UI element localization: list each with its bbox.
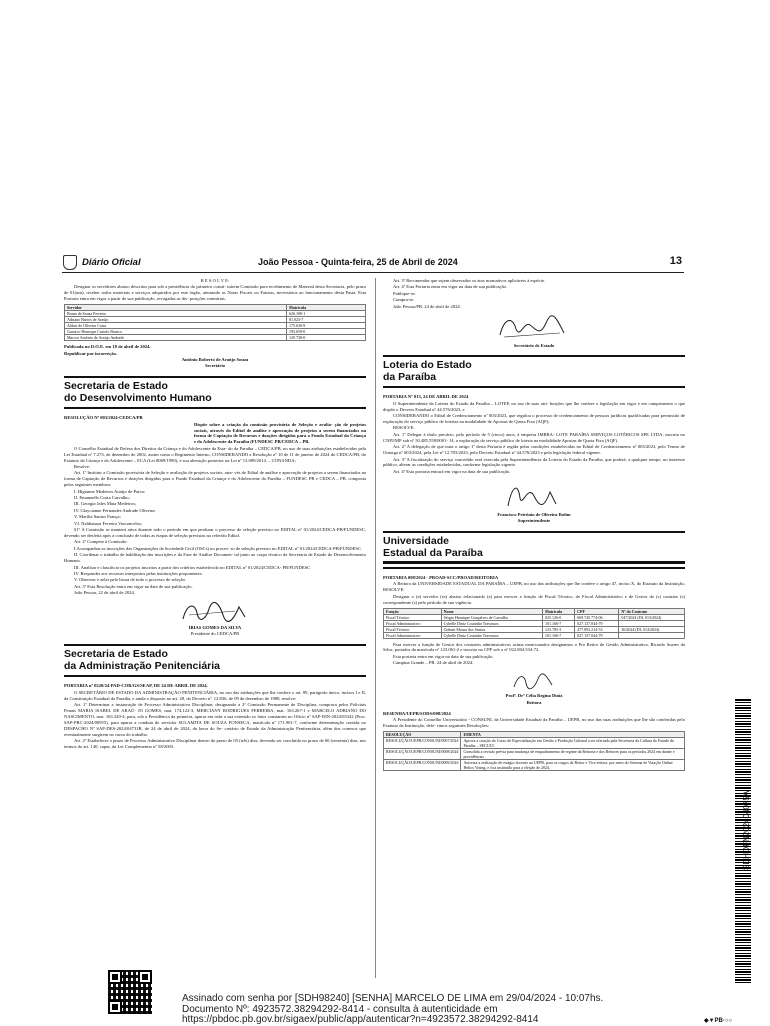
table-cell: 123.785-3 bbox=[542, 626, 574, 632]
table-cell: 626.180-1 bbox=[286, 311, 365, 317]
authentication-link[interactable]: https://pbdoc.pb.gov.br/sigaex/public/app/autenticar?n=4923572.38294292-8414 bbox=[182, 1014, 539, 1025]
table-cell: Fiscal Administrativo bbox=[384, 632, 442, 638]
section-header bbox=[64, 644, 366, 677]
document-number-line: Documento Nº: 4923572.38294292-8414 - consulta à autenticidade em bbox=[182, 1003, 498, 1015]
signatory-name: IBIAS GOMES DA SILVA bbox=[188, 625, 242, 631]
paragraph: Art. 3º Recomendar que sejam observados os atos normativos aplicáveis à espécie. bbox=[393, 278, 546, 283]
table-cell: Fiscal Técnico bbox=[384, 626, 442, 632]
document-code: SDHOFN202404075A bbox=[742, 790, 751, 870]
qr-code-icon[interactable] bbox=[108, 970, 152, 1014]
table-row bbox=[384, 748, 685, 759]
paragraph: §1º A Comissão se manterá ativa durante todo o período em que perdurar o processo de seleção previsto no EDITAL nº 01/2024/CEDCA-PB/FUNDESC, devendo ser desfeita após a conclusão de todas as etapas de seleção previstas no referido Edital. bbox=[64, 527, 366, 538]
publication-note: Publicada no D.O.E. em 18 de abril de 2024. bbox=[64, 344, 151, 350]
servers-table bbox=[64, 304, 366, 341]
list-item: II. Emanuelle Costa Carvalho; bbox=[74, 495, 130, 501]
gazette-title: Diário Oficial bbox=[82, 257, 141, 268]
table-cell: 101.166-7 bbox=[542, 620, 574, 626]
table-cell: 193.659-0 bbox=[286, 329, 365, 335]
table-cell: Aprova a criação do Curso de Especialização em Gestão e Produção Cultural a ser ofertado pela Secretaria da Cultura do Estado da Paraíba – SECULT. bbox=[461, 737, 685, 748]
qr-finder bbox=[108, 1000, 122, 1014]
table-row bbox=[384, 632, 685, 638]
table-cell: 025.126-0 bbox=[542, 614, 574, 620]
paragraph: Art. 2º Compete à Comissão: bbox=[74, 539, 128, 545]
section-title: Estadual da Paraíba bbox=[383, 547, 483, 560]
paragraph: O Superintendente da Loteria do Estado da Paraíba – LOTEP, no uso de suas atri- buições que lhe confere a legislação em vigor e em cumprimento o que dispõe o Decreto Estadual nº 44.576/2023, e bbox=[383, 400, 685, 412]
paragraph: Art. 3º A fiscalização do serviço concedido será exercida pela Superintendência da Loteria do Estado da Paraíba, que poderá, a qualquer tempo, no interesse público, alterar as condições estabelecidas, conforme legislação vigente. bbox=[383, 456, 685, 468]
section-title: da Paraíba bbox=[383, 371, 437, 384]
resolutions-table bbox=[383, 731, 685, 771]
paragraph: Art. 1º Determinar a instauração de Processo Administrativo Disciplinar, designando a 2ª Comissão Permanente de Disciplina, composta pelos Policiais Penais MARIA ISABEL DE ARAÚ- JO GOMES, mat. 174.122-3, MERCIANY RODRIGUES FERREIRA, mat. 163.267-1 e MARCELO ADRIANO DO NASCIMENTO, mat. 163.320-4, para, sob a Presidência da primeira, apurar em toda a sua extensão os fatos constantes no Ofício nº SAP-DIN-2024/03342 (Proc. SAP-PRC-2024/00955), para apurar a conduta do servidor SULAMITA DE SOUZA FONSECA, matrícula nº 171.901-7, conforme determinação contida no DESPACHO Nº SAP-DES-2024/04731B, de 24 de abril de 2024, da lavra do Se- cretário de Estado da Administração Penitenciária, além dos conexos que eventualmente surgirem no curso do trabalho. bbox=[64, 702, 366, 737]
paragraph: O Conselho Estadual de Defesa dos Direitos da Criança e do Adolescente da Esta- do da Paraíba – CEDCA/PB, no uso de suas atribuições estabelecidas pela Lei Estadual nº 7.273, de dezembro de 2002, assim como o Regimento Interno, CONSIDERANDO a Resolução nº 10 de 11 de janeiro de 2024 do CEDCA/PB, do Estatuto da Criança e do Adolescente – ECA (Lei 8069/1990), e sua alteração posterior na Lei nº 13.089/2014. – CONANDA; bbox=[64, 445, 366, 463]
signatory-name: Francisco Petrônio de Oliveira Rolim bbox=[497, 511, 571, 517]
paragraph: O SECRETÁRIO DE ESTADO DA ADMINISTRAÇÃO PENITENCIÁRIA, no uso das atribuições que lhe confere o art. 89, parágrafo único, incisos I e II, da Constituição Estadual da Paraíba, e ainda o disposto no art. 28, do Decreto nº. 12.836, de 09 de dezembro de 1988, resolve: bbox=[64, 689, 366, 701]
table-row bbox=[384, 737, 685, 748]
state-crest-icon bbox=[63, 255, 77, 270]
table-header: Matrícula bbox=[286, 305, 365, 311]
table-cell: Fiscal Técnico bbox=[384, 614, 442, 620]
table-cell: Adriano Barros de Araújo bbox=[65, 317, 287, 323]
document-title: PORTARIA nº 0220/24-PAD-COR/GS/SEAP, DE 24 DE ABRIL DE 2024. bbox=[64, 683, 208, 689]
paragraph: Cumpra-se. bbox=[393, 297, 415, 303]
table-cell: 129.738-0 bbox=[286, 335, 365, 341]
section-title: do Desenvolvimento Humano bbox=[64, 392, 212, 405]
table-cell: Sérgio Henrique Gonçalves de Carvalho bbox=[441, 614, 542, 620]
table-header: Servidor bbox=[65, 305, 287, 311]
place-date: João Pessoa, 22 de abril de 2024. bbox=[74, 590, 135, 596]
list-item: I.Acompanhar as inscrições das Organizações da Sociedade Civil (OSCs) no proces- so de seleção previsto no EDITAL nº 01/2024/CEDCA-PB/FUNDESC. bbox=[74, 545, 363, 551]
gazette-page bbox=[62, 252, 684, 980]
table-cell: 477.893.214-53 bbox=[575, 626, 619, 632]
table-cell bbox=[619, 632, 685, 638]
table-cell: Marcos Antônio de Araújo Andrade bbox=[65, 335, 287, 341]
section-title: Secretaria de Estado bbox=[64, 380, 168, 393]
ementa: Dispõe sobre a criação da comissão provisória de Seleção e avalia- ção de projetos sociais, através do Edital de análise e aprovação de projetos a serem financiados na forma de Captação de Recursos e doações dirigidas para o Fundo Estadual da Criança e do Adolescente da Paraíba (FUNDESC PB/CEDCA – PB. bbox=[194, 421, 366, 445]
resolve-heading: R E S O L V E: bbox=[200, 278, 230, 283]
paragraph: Art. 4º Esta portaria entrará em vigor na data de sua publicação. bbox=[393, 468, 511, 474]
signatory-role: Superintendente bbox=[517, 518, 551, 524]
paragraph: A Presidente do Conselho Universitário - CONSUNI, da Universidade Estadual da Paraíba – UEPB, no uso das suas atribuições que lhe são conferidas pelo Estatuto da Instituição, defe- rimos seguintes Resoluções: bbox=[383, 716, 685, 728]
table-header: RESOLUÇÃO bbox=[384, 731, 461, 737]
signatory-role: Reitora bbox=[526, 699, 542, 705]
paragraph: Para exercer a função de Gestor dos contratos administrativos acima mencionados designamos o Pró Reitor de Gestão Administrativa, Ricardo Soares da Silva, portador da matrícula nº 123.061-2 e inscrito no CPF sob o nº 022.804.534-72. bbox=[383, 641, 685, 653]
paragraph: A Reitora da UNIVERSIDADE ESTADUAL DA PARAÍBA – UEPB, no uso das atribuições que lhe confere o artigo 47, inciso X, do Estatuto da Instituição, RESOLVE: bbox=[383, 581, 685, 593]
right-column bbox=[383, 278, 685, 774]
document-title: PORTARIA Nº 013, 24 DE ABRIL DE 2024 bbox=[383, 394, 469, 400]
signatory-role: Secretário bbox=[204, 363, 226, 369]
qr-finder bbox=[138, 970, 152, 984]
document-title: RESOLUÇÃO Nº 003/2024-CEDCA/PB bbox=[64, 415, 143, 421]
place-date: Campina Grande – PB, 24 de abril de 2024. bbox=[393, 660, 474, 666]
table-cell: RESOLUÇÃO/UEPB/CONSUNI/0008/2024 bbox=[384, 748, 461, 759]
table-cell: Cidemi Moura dos Santos bbox=[441, 626, 542, 632]
document-title: RESENHA/UEPB/SODS/008/2024 bbox=[383, 710, 451, 716]
signature-footer bbox=[182, 994, 603, 1026]
table-header: Matrícula bbox=[542, 608, 574, 614]
table-cell: RESOLUÇÃO/UEPB/CONSUNI/0007/2024 bbox=[384, 737, 461, 748]
paragraph: Art. 4º Esta Portaria entra em vigor na data de sua publicação. bbox=[393, 284, 508, 290]
table-cell: 175.636-9 bbox=[286, 323, 365, 329]
table-cell: 81.023-7 bbox=[286, 317, 365, 323]
section-header bbox=[383, 355, 685, 388]
list-item: V. Marília Santos França; bbox=[74, 514, 121, 520]
list-item: III. Georgia Jales Maia Medeiros; bbox=[74, 501, 137, 507]
list-item: IV. Glaycianne Fernandes Andrade Oliveira; bbox=[74, 507, 156, 513]
paragraph: Art. 1º Instituir a Comissão provisória de Seleção e avaliação de projetos sociais, atra- vés do Edital de análise e aprovação de projetos a serem financiados na forma de Captação de Recursos e doações dirigidas para o Fundo Estadual da Criança e do Adolescente da Paraíba – FUNDESC PB e CEDCA – PB, composta pelos seguintes membros: bbox=[64, 470, 366, 488]
paragraph: RESOLVE: bbox=[393, 425, 415, 431]
table-cell: 069.745.774-06 bbox=[575, 614, 619, 620]
table-cell: Gustavo Henrique Castelo Branco bbox=[65, 329, 287, 335]
table-cell: Bruna de Sousa Ferreira bbox=[65, 311, 287, 317]
section-header bbox=[64, 376, 366, 409]
table-cell: Cybelle Diniz Coutinho Travassos bbox=[441, 632, 542, 638]
signed-by-line: Assinado com senha por [SDH98240] [SENHA] MARCELO DE LIMA em 29/04/2024 - 10:07hs. bbox=[182, 993, 604, 1004]
place-date: João Pessoa/PB, 24 de abril de 2024. bbox=[393, 303, 461, 309]
list-item: VI. Naldianara Ferreira Vasconcelos; bbox=[74, 520, 143, 526]
table-row bbox=[65, 335, 366, 341]
table-cell: 047/2024 (DL 013/2024) bbox=[619, 614, 685, 620]
table-header: CPF bbox=[575, 608, 619, 614]
fiscal-table bbox=[383, 608, 685, 639]
table-header: EMENTA bbox=[461, 731, 685, 737]
paragraph: CONSIDERANDO o Edital de Credenciamento nº 003/2023, que regulou o processo de credenciamento de pessoas jurídicas qualificadas para permissão de exploração do serviço público de loterias na modalidade de Apostas de Quota Fixa (AQF); bbox=[383, 413, 685, 425]
section-header bbox=[383, 531, 685, 569]
list-item: III. Analisar e classificar os projetos inscritos a partir dos critérios estabelecido no EDITAL nº 01/2024/CEDCA- PB/FUNDESC bbox=[74, 564, 311, 570]
table-cell: Autoriza a realização de estágio docente na UEPB, para os cargos de Reitor e Vice-reitora, por meio do Sistema de Votação Online Helios Voting, e fica instituído para a eleição de 2024. bbox=[461, 759, 685, 770]
table-cell: 027.137.044-79 bbox=[575, 632, 619, 638]
table-cell: 027.137.044-79 bbox=[575, 620, 619, 626]
section-title: Secretaria de Estado bbox=[64, 648, 168, 661]
paragraph: Resolve: bbox=[74, 464, 91, 469]
left-column bbox=[64, 278, 366, 750]
table-header: Nº do Contrato bbox=[619, 608, 685, 614]
signatory-role: Presidente do CEDCA/PB bbox=[190, 631, 240, 637]
column-divider bbox=[375, 278, 376, 978]
paragraph: Esta portaria entra em vigor na data de sua publicação. bbox=[393, 653, 494, 659]
section-title: da Administração Penitenciária bbox=[64, 660, 220, 673]
handwritten-signature bbox=[383, 669, 685, 693]
paragraph: Designar os servidores abaixo descritos para sob a presidência do primeiro consti- tuírem Comissão para recebimento de Material desta Secretaria, pelo prazo de 01(um), receber todos materiais e serviços adquiridos por este órgão, atestando as Notas Fiscais ou Faturas, necessários ao funcionamento desta Pasta. Esta Portaria entra em vigor a partir de sua publicação, revogadas as dis- posições contrárias. bbox=[64, 284, 366, 302]
section-underline bbox=[383, 561, 685, 564]
paragraph: Publique-se. bbox=[393, 290, 416, 296]
table-cell: RESOLUÇÃO/UEPB/CONSUNI/0009/2024 bbox=[384, 759, 461, 770]
paragraph: Art. 3º Esta Resolução entra em vigor na data de sua publicação. bbox=[74, 583, 193, 589]
list-item: II. Coordenar o trabalho de habilitação das inscrições e da Fase de Análise Documen- tal junto ao corpo técnico da Secretaria de Estado do Desenvolvimento Humano. bbox=[64, 552, 366, 564]
table-cell: 101.166-7 bbox=[542, 632, 574, 638]
signatory-name: Antônio Roberto de Araújo Souza bbox=[181, 356, 249, 362]
page-number: 13 bbox=[669, 255, 682, 267]
table-header: Função bbox=[384, 608, 442, 614]
republish-note: Republicar por incorreção. bbox=[64, 350, 117, 356]
document-title: PORTARIA 008/2024 - PROAD-SCC/PROAD/REITORIA bbox=[383, 575, 499, 581]
section-title: Loteria do Estado bbox=[383, 359, 472, 372]
table-cell: Fiscal Administrativo bbox=[384, 620, 442, 626]
table-cell: Consolida a revisão prévia para mudança de enquadramento de regime da Reitoria e dos Reitores para os períodos 2024 em diante e providências. bbox=[461, 748, 685, 759]
handwritten-signature bbox=[383, 478, 685, 512]
pbdoc-logo: ◆▼PB·○○ bbox=[704, 1018, 733, 1024]
issue-date: João Pessoa - Quinta-feira, 25 de Abril de 2024 bbox=[258, 257, 458, 267]
section-title: Universidade bbox=[383, 535, 449, 548]
handwritten-signature bbox=[64, 599, 366, 625]
table-header: Nome bbox=[441, 608, 542, 614]
paragraph: Art. 2º A delegação de que trata o artigo 1º desta Portaria é regida pelas condições estabelecidas no Edital de Credenciamento nº 003/2023, pelo Termo de Outorga nº 003/2024, pela Lei nº 12.703/2023, pelo Decreto Estadual nº 44.576/2023 e pela legislação federal vigente. bbox=[383, 444, 685, 456]
table-cell: Cybelle Diniz Coutinho Travassos bbox=[441, 620, 542, 626]
signatory-name: Profª. Drª Célia Regina Diniz bbox=[505, 693, 563, 699]
page-header bbox=[62, 252, 684, 273]
list-item: I. Higianne Medeiros Araújo de Paiva; bbox=[74, 488, 145, 494]
paragraph: Art. 1º Delegar à título precário, pelo período de 5 (cinco) anos, à empresa IMBRA- LOTE PARAÍBA SERVIÇOS LOTÉRICOS SPE LTDA, inscrita no CNPJ/MF sob nº 50.485.558/0001- 14, a exploração do serviço público de loteria na modalidade Apostas de Quota Fixa (AQF). bbox=[383, 431, 685, 443]
signatory-role: Secretário de Estado bbox=[513, 342, 555, 348]
paragraph: Designar o (a) servidor (es) abaixo relacionado (a) para exercer a função de Fiscal Técnico, de Fiscal Administrativo e de Gestor do (s) contrato (s) correspondente (s) pelo período de sua vigência. bbox=[383, 593, 685, 605]
table-cell: 30/2024 (DL 014/2024) bbox=[619, 626, 685, 632]
qr-finder bbox=[108, 970, 122, 984]
handwritten-signature bbox=[383, 313, 685, 343]
list-item: V. Observar e zelar pela lisura de todo o processo de seleção. bbox=[74, 577, 187, 583]
table-cell: Aldair de Oliveira Costa bbox=[65, 323, 287, 329]
paragraph: Art. 2º Estabelecer o prazo de Processo Administrativo Disciplinar dentro do prazo de 03 (três) dias, devendo ser concluído no prazo de 60 (sessenta) dias, nos termos do art. 140, caput, da Lei Complementar nº 58/2003. bbox=[64, 738, 366, 749]
list-item: IV. Responder aos recursos interpostos pelas instituições proponentes. bbox=[74, 570, 203, 576]
table-row bbox=[384, 759, 685, 770]
